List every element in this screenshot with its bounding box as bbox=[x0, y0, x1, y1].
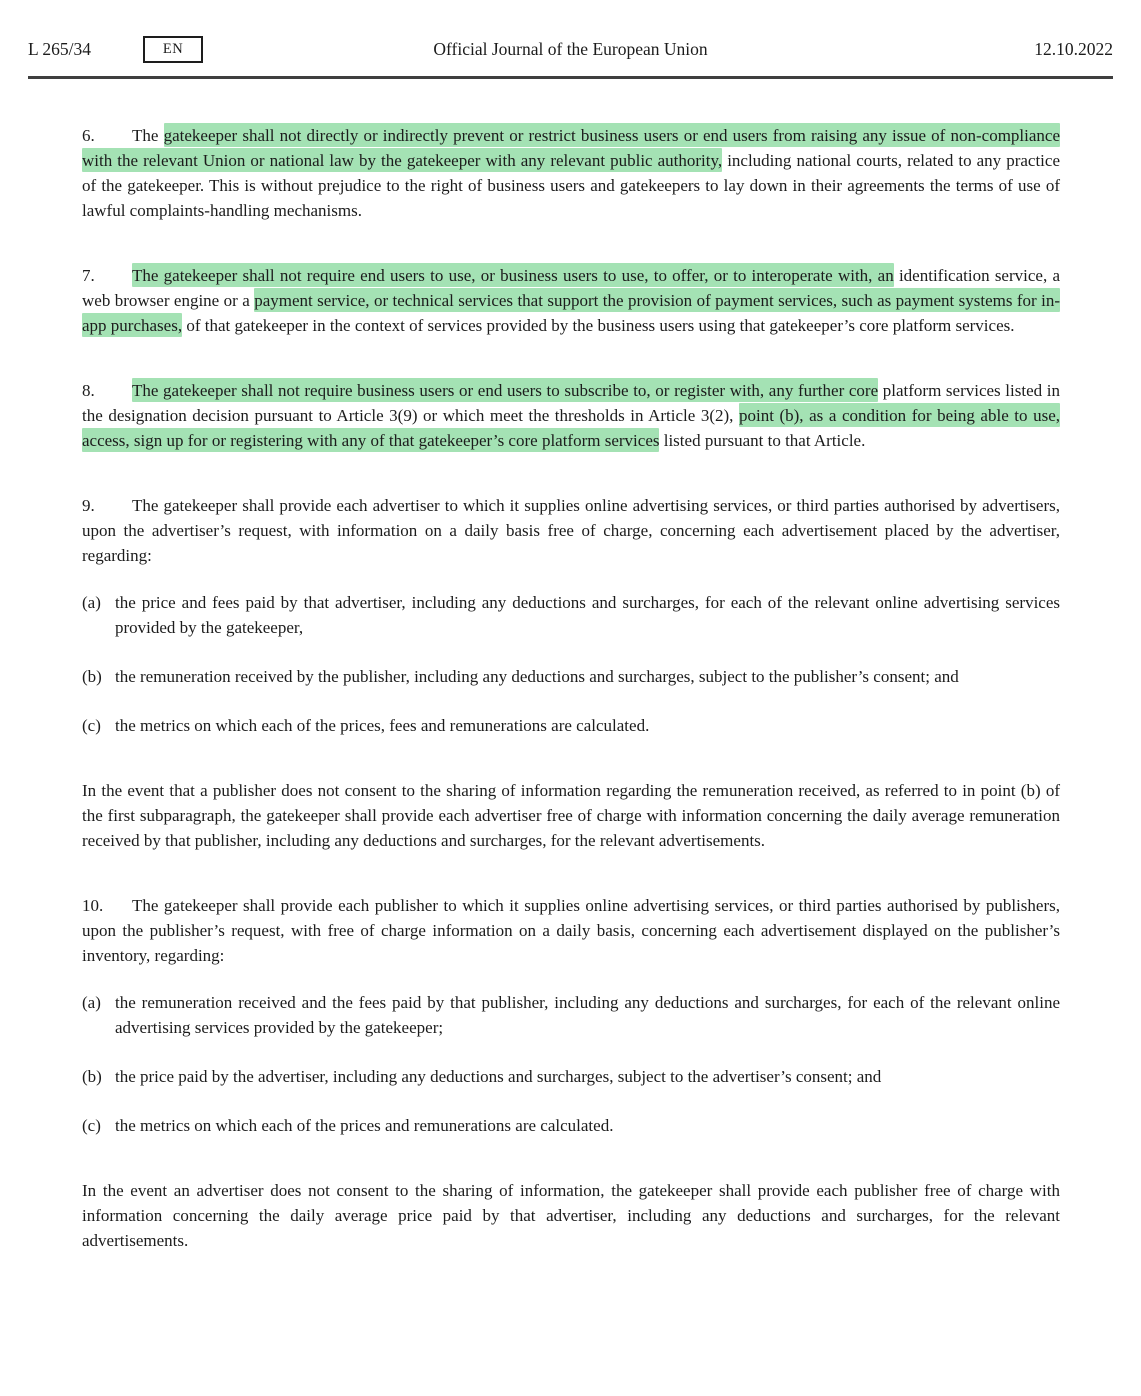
text-segment: including national courts, related to any practice of the gatekeeper. This is without prejudice to the right of business users and gatekeepers to lay down in their agreements the terms of use of lawful complaints-handling mechanisms. bbox=[82, 150, 1060, 220]
list-item bbox=[82, 1113, 1060, 1138]
paragraph-number: 10. bbox=[82, 895, 104, 915]
paragraph-text bbox=[82, 896, 1060, 965]
text-segment: the price and fees paid by that advertiser, including any deductions and surcharges, for each of the relevant online advertising services provided by the gatekeeper, bbox=[115, 592, 1060, 637]
paragraph-text bbox=[82, 263, 1060, 337]
paragraph-text bbox=[115, 1113, 1060, 1138]
text-segment: The gatekeeper shall provide each advertiser to which it supplies online advertising services, or third parties authorised by advertisers, upon the advertiser’s request, with information on a daily basis free of charge, concerning each advertisement placed by the advertiser, regarding: bbox=[82, 495, 1060, 565]
document-body bbox=[0, 79, 1141, 1293]
paragraph-number: 8. bbox=[82, 380, 95, 400]
paragraph bbox=[82, 263, 1060, 338]
page-header bbox=[0, 0, 1141, 63]
highlight: payment service, or technical services that support the provision of payment services, such as payment systems for in-app purchases, bbox=[82, 288, 1060, 337]
text-segment: of that gatekeeper in the context of services provided by the business users using that gatekeeper’s core platform services. bbox=[182, 315, 1015, 335]
paragraph-text bbox=[82, 1181, 1060, 1250]
page-reference: L 265/34 bbox=[28, 39, 92, 59]
item-letter: (a) bbox=[82, 592, 101, 612]
item-letter: (a) bbox=[82, 992, 101, 1012]
text-segment: The bbox=[132, 125, 164, 145]
language-badge bbox=[143, 36, 203, 63]
text-segment: listed pursuant to that Article. bbox=[659, 430, 866, 450]
paragraph-text bbox=[115, 990, 1060, 1040]
paragraph bbox=[82, 123, 1060, 223]
text-segment: platform services listed in the designation decision pursuant to Article 3(9) or which meet the thresholds in Article 3(2), bbox=[82, 380, 1060, 425]
paragraph-number: 9. bbox=[82, 495, 95, 515]
paragraph-text bbox=[115, 664, 1060, 689]
paragraph bbox=[82, 493, 1060, 568]
paragraph-text bbox=[115, 590, 1060, 640]
text-segment: identification service, a web browser engine or a bbox=[82, 265, 1060, 310]
journal-title: Official Journal of the European Union bbox=[433, 39, 708, 59]
paragraph-text bbox=[82, 496, 1060, 565]
paragraph-text bbox=[115, 1064, 1060, 1089]
text-segment: the price paid by the advertiser, including any deductions and surcharges, subject to the advertiser’s consent; and bbox=[115, 1066, 882, 1086]
list-item bbox=[82, 590, 1060, 640]
paragraph-number: 6. bbox=[82, 125, 95, 145]
paragraph-number: 7. bbox=[82, 265, 95, 285]
text-segment: In the event that a publisher does not consent to the sharing of information regarding the remuneration received, as referred to in point (b) of the first subparagraph, the gatekeeper shall provide each advertiser free of charge with information concerning the daily average remuneration received by that publisher, including any deductions and surcharges, for the relevant advertisements. bbox=[82, 780, 1060, 850]
text-segment: In the event an advertiser does not consent to the sharing of information, the gatekeeper shall provide each publisher free of charge with information concerning the daily average price paid by that advertiser, including any deductions and surcharges, for the relevant advertisements. bbox=[82, 1180, 1060, 1250]
item-letter: (b) bbox=[82, 1066, 102, 1086]
paragraph bbox=[82, 778, 1060, 853]
highlight: point (b), as a condition for being able to use, access, sign up for or registering with any of that gatekeeper’s core platform services bbox=[82, 403, 1060, 452]
highlight: The gatekeeper shall not require end users to use, or business users to use, to offer, or to interoperate with, an bbox=[132, 263, 894, 287]
item-letter: (b) bbox=[82, 666, 102, 686]
language-label: EN bbox=[162, 41, 184, 57]
text-segment: The gatekeeper shall provide each publisher to which it supplies online advertising services, or third parties authorised by publishers, upon the publisher’s request, with free of charge information on a daily basis, concerning each advertisement displayed on the publisher’s inventory, regarding: bbox=[82, 895, 1060, 965]
list-item bbox=[82, 713, 1060, 738]
highlight: gatekeeper shall not directly or indirectly prevent or restrict business users or end users from raising any issue of non-compliance with the relevant Union or national law by the gatekeeper with any relevant public authority, bbox=[82, 123, 1060, 172]
paragraph-text bbox=[115, 713, 1060, 738]
paragraph-text bbox=[82, 781, 1060, 850]
text-segment: the metrics on which each of the prices, fees and remunerations are calculated. bbox=[115, 715, 650, 735]
item-letter: (c) bbox=[82, 1115, 101, 1135]
paragraph bbox=[82, 893, 1060, 968]
text-segment: the metrics on which each of the prices and remunerations are calculated. bbox=[115, 1115, 614, 1135]
list-item bbox=[82, 1064, 1060, 1089]
list-item bbox=[82, 990, 1060, 1040]
item-letter: (c) bbox=[82, 715, 101, 735]
highlight: The gatekeeper shall not require business users or end users to subscribe to, or register with, any further core bbox=[132, 378, 878, 402]
text-segment: the remuneration received by the publisher, including any deductions and surcharges, subject to the publisher’s consent; and bbox=[115, 666, 959, 686]
paragraph-text bbox=[82, 123, 1060, 220]
paragraph-text bbox=[82, 378, 1060, 452]
header-left bbox=[28, 36, 203, 63]
text-segment: the remuneration received and the fees paid by that publisher, including any deductions and surcharges, for each of the relevant online advertising services provided by the gatekeeper; bbox=[115, 992, 1060, 1037]
issue-date: 12.10.2022 bbox=[1034, 39, 1113, 59]
list-item bbox=[82, 664, 1060, 689]
paragraph bbox=[82, 378, 1060, 453]
paragraph bbox=[82, 1178, 1060, 1253]
